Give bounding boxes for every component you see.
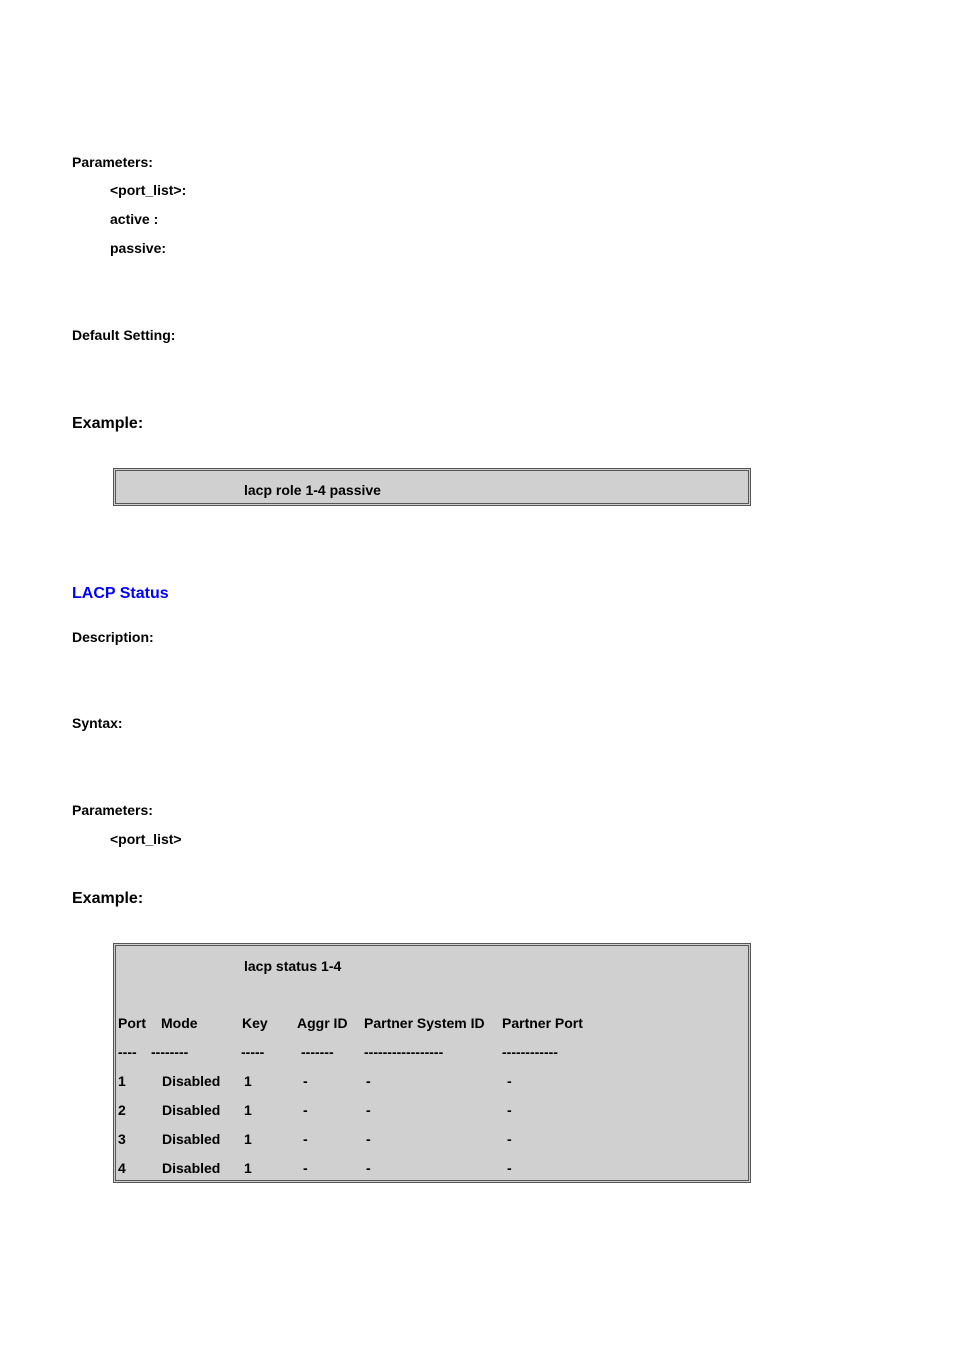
table-cell-partner-port: - [507, 1131, 512, 1147]
table-cell-mode: Disabled [162, 1131, 221, 1147]
table-cell-partner-port: - [507, 1160, 512, 1176]
param-port-list: <port_list>: [110, 182, 187, 198]
table-cell-key: 1 [244, 1160, 252, 1176]
table-cell-key: 1 [244, 1073, 252, 1089]
column-header-partner-system-id: Partner System ID [364, 1015, 485, 1031]
table-cell-aggr-id: - [303, 1131, 308, 1147]
example-heading-status: Example: [72, 890, 144, 907]
table-cell-mode: Disabled [162, 1160, 221, 1176]
table-cell-port: 1 [118, 1073, 126, 1089]
example-command-status: lacp status 1-4 [244, 958, 342, 974]
table-cell-mode: Disabled [162, 1102, 221, 1118]
param-passive: passive: [110, 240, 167, 256]
column-header-aggr-id: Aggr ID [297, 1015, 348, 1031]
parameters-heading-status: Parameters: [72, 802, 153, 818]
column-header-mode: Mode [161, 1015, 198, 1031]
table-cell-key: 1 [244, 1131, 252, 1147]
default-setting-heading: Default Setting: [72, 327, 176, 343]
table-cell-aggr-id: - [303, 1073, 308, 1089]
section-title-lacp-status: LACP Status [72, 585, 169, 602]
table-cell-partner-system-id: - [366, 1131, 371, 1147]
example-command: lacp role 1-4 passive [244, 482, 381, 498]
column-header-port: Port [118, 1015, 146, 1031]
separator-partner-system-id: ----------------- [364, 1044, 444, 1060]
param-port-list-status: <port_list> [110, 831, 182, 847]
param-active: active : [110, 211, 159, 227]
table-cell-port: 4 [118, 1160, 126, 1176]
table-cell-port: 2 [118, 1102, 126, 1118]
table-cell-aggr-id: - [303, 1160, 308, 1176]
separator-key: ----- [241, 1044, 265, 1060]
column-header-key: Key [242, 1015, 268, 1031]
separator-aggr-id: ------- [301, 1044, 334, 1060]
example-heading: Example: [72, 415, 144, 432]
example-output-box [113, 943, 751, 1183]
table-cell-partner-system-id: - [366, 1160, 371, 1176]
table-cell-aggr-id: - [303, 1102, 308, 1118]
example-command-box [113, 468, 751, 506]
table-cell-partner-system-id: - [366, 1073, 371, 1089]
table-cell-partner-port: - [507, 1102, 512, 1118]
separator-mode: -------- [151, 1044, 189, 1060]
separator-partner-port: ------------ [502, 1044, 558, 1060]
table-cell-partner-port: - [507, 1073, 512, 1089]
parameters-heading: Parameters: [72, 154, 153, 170]
description-heading: Description: [72, 629, 154, 645]
table-cell-partner-system-id: - [366, 1102, 371, 1118]
separator-port: ---- [118, 1044, 137, 1060]
table-cell-mode: Disabled [162, 1073, 221, 1089]
table-cell-key: 1 [244, 1102, 252, 1118]
column-header-partner-port: Partner Port [502, 1015, 583, 1031]
syntax-heading: Syntax: [72, 715, 123, 731]
table-cell-port: 3 [118, 1131, 126, 1147]
